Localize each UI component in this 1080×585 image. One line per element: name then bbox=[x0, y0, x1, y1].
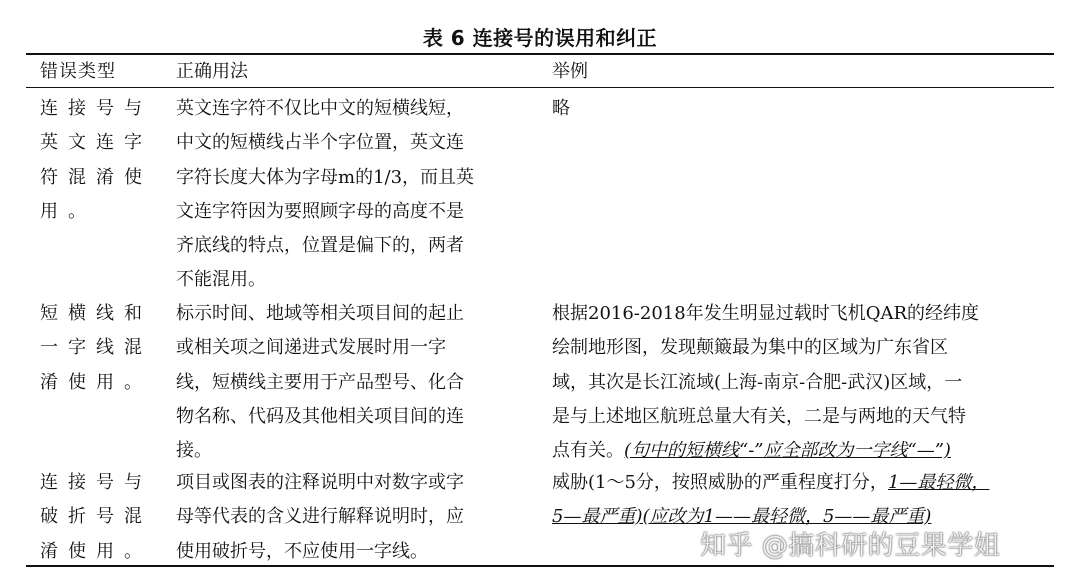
row1-example-text: 略 bbox=[552, 98, 570, 119]
row2-example-text: 根据2016-2018年发生明显过载时飞机QAR的经纬度 绘制地形图，发现颠簸最为集中的区域为广东省区 域，其次是长江流域(上海-南京-合肥-武汉)区域，一 是与上述地区航班总量大有关，二是与两地的天气特 点有关。 bbox=[552, 303, 980, 462]
row1-example bbox=[552, 92, 1062, 126]
header-example: 举例 bbox=[552, 61, 588, 82]
row3-example-text: 威胁(1～5分，按照威胁的严重程度打分， bbox=[552, 472, 888, 493]
row3-error-type: 连接号与 破折号混 淆使用。 bbox=[40, 472, 152, 562]
table-caption: 表 6 连接号的误用和纠正 bbox=[422, 26, 658, 50]
header-error-type: 错误类型 bbox=[40, 61, 116, 82]
row3-correct-usage: 项目或图表的注释说明中对数字或字 母等代表的含义进行解释说明时，应 使用破折号，不应使用一字线。 bbox=[176, 472, 464, 562]
header-correct-usage: 正确用法 bbox=[176, 61, 248, 82]
row1-correct-usage: 英文连字符不仅比中文的短横线短， 中文的短横线占半个字位置，英文连 字符长度大体为字母m的1/3，而且英 文连字符因为要照顾字母的高度不是 齐底线的特点，位置是偏下的，两者 不能混用。 bbox=[176, 98, 475, 291]
row2-correction-note: (句中的短横线“-”应全部改为一字线“—”) bbox=[624, 440, 951, 462]
zhihu-watermark: 知乎 @搞科研的豆果学姐 bbox=[700, 531, 1001, 561]
row3-correction-note: 1—最轻微， 5—最严重)(应改为1——最轻微，5——最严重) bbox=[552, 472, 990, 528]
row2-error-type: 短横线和 一字线混 淆使用。 bbox=[40, 303, 152, 393]
row1-error-type: 连接号与 英文连字 符混淆使 用。 bbox=[40, 98, 152, 222]
row2-example bbox=[552, 297, 1062, 468]
row2-correct-usage: 标示时间、地域等相关项目间的起止 或相关项之间递进式发展时用一字 线，短横线主要用于产品型号、化合 物名称、代码及其他相关项目间的连 接。 bbox=[176, 303, 464, 462]
